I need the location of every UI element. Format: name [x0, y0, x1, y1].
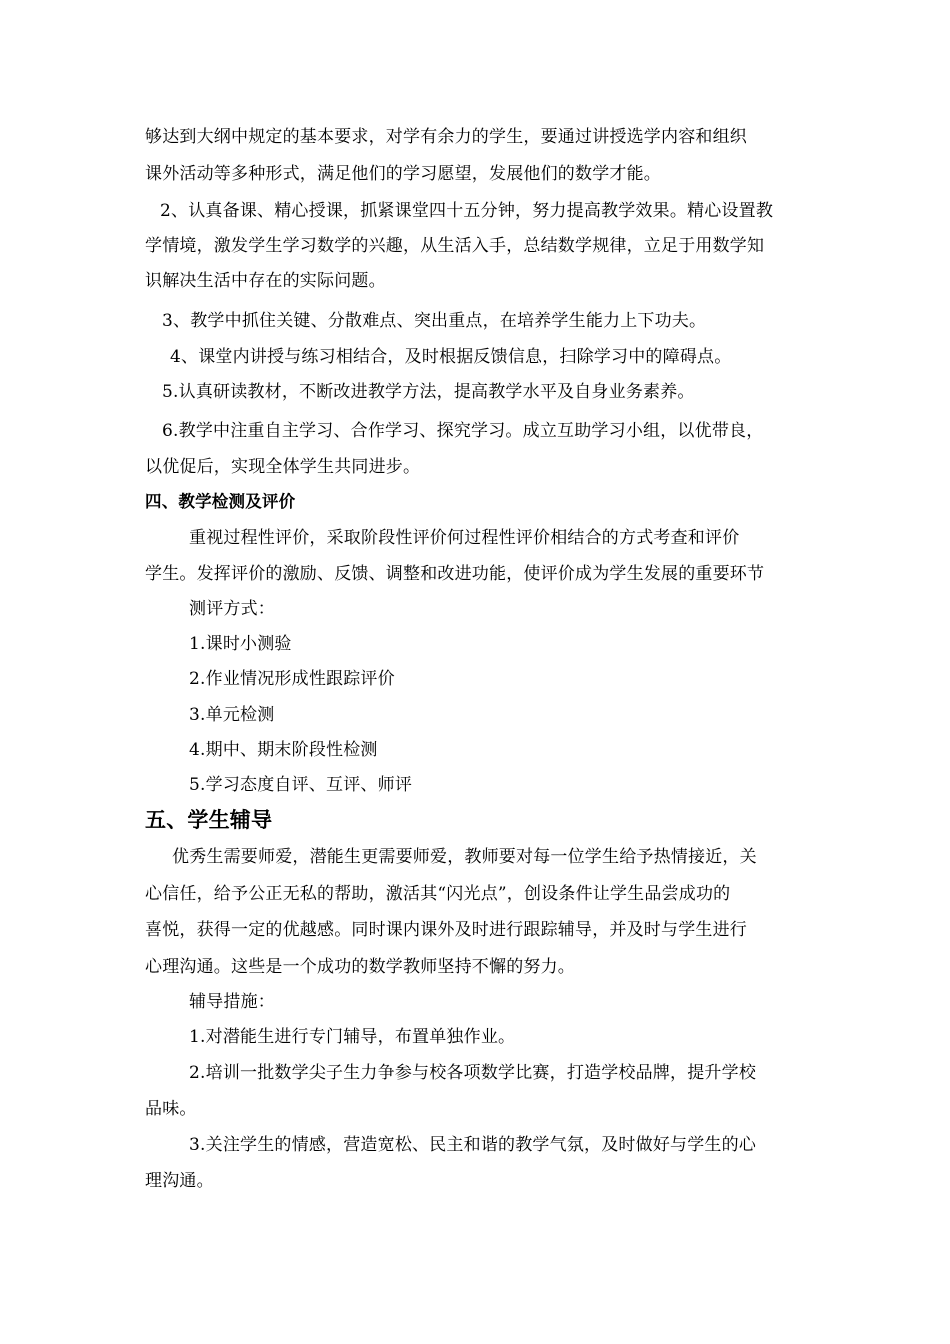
- list-item-4: 4、课堂内讲授与练习相结合，及时根据反馈信息，扫除学习中的障碍点。: [170, 347, 732, 367]
- body-line: 课外活动等多种形式，满足他们的学习愿望，发展他们的数学才能。: [145, 164, 661, 184]
- body-line: 够达到大纲中规定的基本要求，对学有余力的学生，要通过讲授选学内容和组织: [145, 127, 747, 147]
- body-line: 以优促后，实现全体学生共同进步。: [145, 457, 421, 477]
- tutoring-item-1: 1.对潜能生进行专门辅导，布置单独作业。: [189, 1027, 516, 1047]
- assessment-item-1: 1.课时小测验: [189, 634, 292, 654]
- assessment-item-4: 4.期中、期末阶段性检测: [189, 740, 378, 760]
- tutoring-item-3: 3.关注学生的情感，营造宽松、民主和谐的教学气氛，及时做好与学生的心: [189, 1135, 757, 1155]
- assessment-label: 测评方式：: [189, 599, 275, 619]
- list-item-2: 2、认真备课、精心授课，抓紧课堂四十五分钟，努力提高教学效果。精心设置教: [160, 201, 774, 221]
- tutoring-item-2: 2.培训一批数学尖子生力争参与校各项数学比赛，打造学校品牌，提升学校: [189, 1063, 757, 1083]
- assessment-item-5: 5.学习态度自评、互评、师评: [189, 775, 413, 795]
- assessment-item-3: 3.单元检测: [189, 705, 275, 725]
- assessment-item-2: 2.作业情况形成性跟踪评价: [189, 669, 395, 689]
- body-line: 心理沟通。这些是一个成功的数学教师坚持不懈的努力。: [145, 957, 575, 977]
- list-item-5: 5.认真研读教材，不断改进教学方法，提高教学水平及自身业务素养。: [162, 382, 695, 402]
- section-heading-5: 五、学生辅导: [145, 808, 273, 832]
- body-line: 心信任，给予公正无私的帮助，激活其“闪光点”，创设条件让学生品尝成功的: [145, 884, 731, 904]
- list-item-3: 3、教学中抓住关键、分散难点、突出重点，在培养学生能力上下功夫。: [162, 311, 707, 331]
- body-line: 识解决生活中存在的实际问题。: [145, 271, 386, 291]
- paragraph-first-line: 重视过程性评价，采取阶段性评价何过程性评价相结合的方式考查和评价: [189, 528, 740, 548]
- body-line: 理沟通。: [145, 1171, 214, 1191]
- body-line: 品味。: [145, 1099, 197, 1119]
- section-heading-4: 四、教学检测及评价: [145, 492, 296, 511]
- paragraph-first-line: 优秀生需要师爱，潜能生更需要师爱，教师要对每一位学生给予热情接近，关: [172, 847, 757, 867]
- body-line: 喜悦，获得一定的优越感。同时课内课外及时进行跟踪辅导，并及时与学生进行: [145, 920, 747, 940]
- body-line: 学情境，激发学生学习数学的兴趣，从生活入手，总结数学规律，立足于用数学知: [145, 236, 765, 256]
- body-line: 学生。发挥评价的激励、反馈、调整和改进功能，使评价成为学生发展的重要环节: [145, 564, 765, 584]
- list-item-6: 6.教学中注重自主学习、合作学习、探究学习。成立互助学习小组，以优带良，: [162, 421, 764, 441]
- tutoring-label: 辅导措施：: [189, 992, 275, 1012]
